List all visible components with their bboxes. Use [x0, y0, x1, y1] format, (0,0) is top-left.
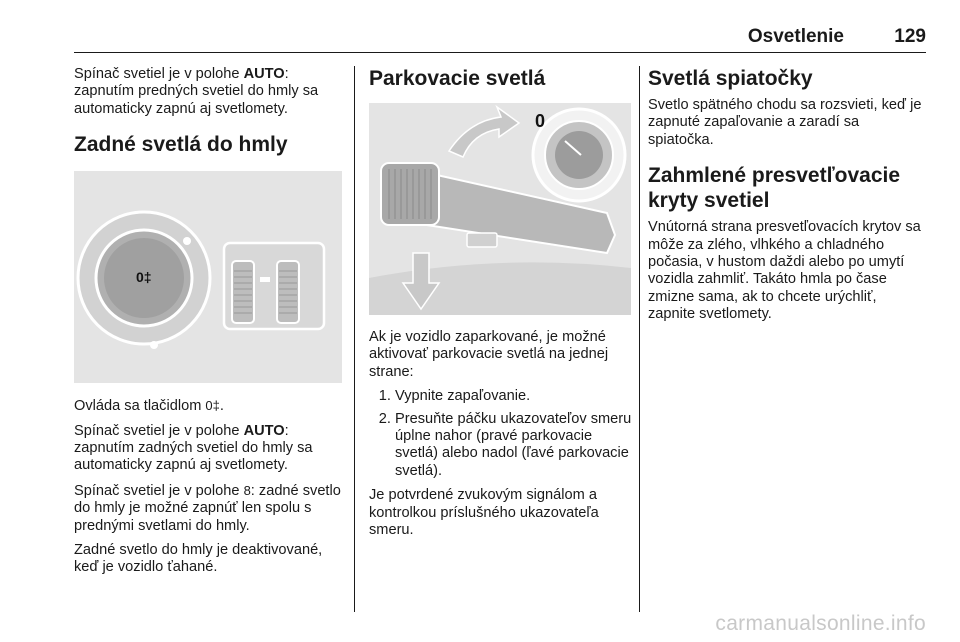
- paragraph: Je potvrdené zvukovým signálom a kontrolkou príslušného ukazovateľa smeru.: [369, 487, 599, 539]
- section-heading: Zahmlené presvetľovacie kryty svetiel: [648, 164, 901, 213]
- watermark: carmanualsonline.info: [715, 612, 926, 635]
- light-switch-figure: [74, 171, 342, 383]
- text: : zapnutím predných svetiel do hmly sa automaticky zapnú aj svetlomety.: [74, 66, 319, 117]
- page-number: 129: [894, 26, 926, 47]
- auto-label: AUTO: [243, 422, 285, 439]
- section-heading: Parkovacie svetlá: [369, 67, 546, 90]
- auto-label: AUTO: [243, 66, 285, 82]
- section-heading: Zadné svetlá do hmly: [74, 133, 288, 157]
- section-heading: Svetlá spiatočky: [648, 67, 813, 90]
- paragraph: Vnútorná strana presvetľovacích krytov sa môže za zlého, vlhkého a chladného počasia, v hustom daždi alebo po umytí vozidla zahmliť. Takáto hmla po čase zmizne sama, ak to chcete urýchliť, zapnite svetlomety.: [648, 219, 921, 323]
- indicator-lever-figure: [369, 103, 631, 315]
- column-left: [74, 66, 342, 584]
- text: Spínač svetiel je v polohe: [74, 482, 244, 499]
- paragraph: [74, 66, 342, 118]
- paragraph: Ak je vozidlo zaparkované, je možné aktivovať parkovacie svetlá na jednej strane:: [369, 329, 609, 380]
- steps-list: [369, 388, 633, 480]
- text: Ovláda sa tlačidlom: [74, 398, 206, 415]
- text: Spínač svetiel je v polohe: [74, 422, 244, 439]
- column-middle: [369, 66, 633, 546]
- text: : zadné svetlo do hmly je možné zapnúť len spolu s prednými svetlami do hmly.: [74, 482, 341, 534]
- text: : zapnutím zadných svetiel do hmly sa automaticky zapnú aj svetlomety.: [74, 422, 313, 474]
- column-divider: [639, 66, 640, 612]
- headlight-icon: 8: [243, 482, 251, 498]
- text: Spínač svetiel je v polohe: [74, 66, 244, 82]
- indicator-lever-illustration: [369, 103, 631, 315]
- paragraph: Zadné svetlo do hmly je deaktivované, keď je vozidlo ťahané.: [74, 542, 323, 576]
- page-header: [74, 26, 926, 53]
- text: .: [219, 398, 224, 415]
- rear-fog-icon: 0‡: [205, 398, 220, 414]
- column-right: [648, 66, 926, 331]
- paragraph: [74, 423, 342, 475]
- list-item: 2. Presuňte páčku ukazovateľov smeru úplne nahor (pravé parkovacie svetlá) alebo nadol (ľavé parkovacie svetlá).: [395, 411, 633, 481]
- list-item: 1. Vypnite zapaľovanie.: [395, 388, 633, 405]
- section-title: Osvetlenie: [747, 26, 844, 47]
- paragraph: [74, 482, 342, 535]
- light-switch-illustration: [74, 171, 342, 383]
- paragraph: [74, 397, 342, 415]
- ignition-off-label: 0: [535, 111, 546, 131]
- fog-light-button-icon: 0‡: [136, 269, 152, 286]
- paragraph: Svetlo spätného chodu sa rozsvieti, keď je zapnuté zapaľovanie a zaradí sa spiatočka.: [648, 97, 922, 148]
- column-divider: [354, 66, 355, 612]
